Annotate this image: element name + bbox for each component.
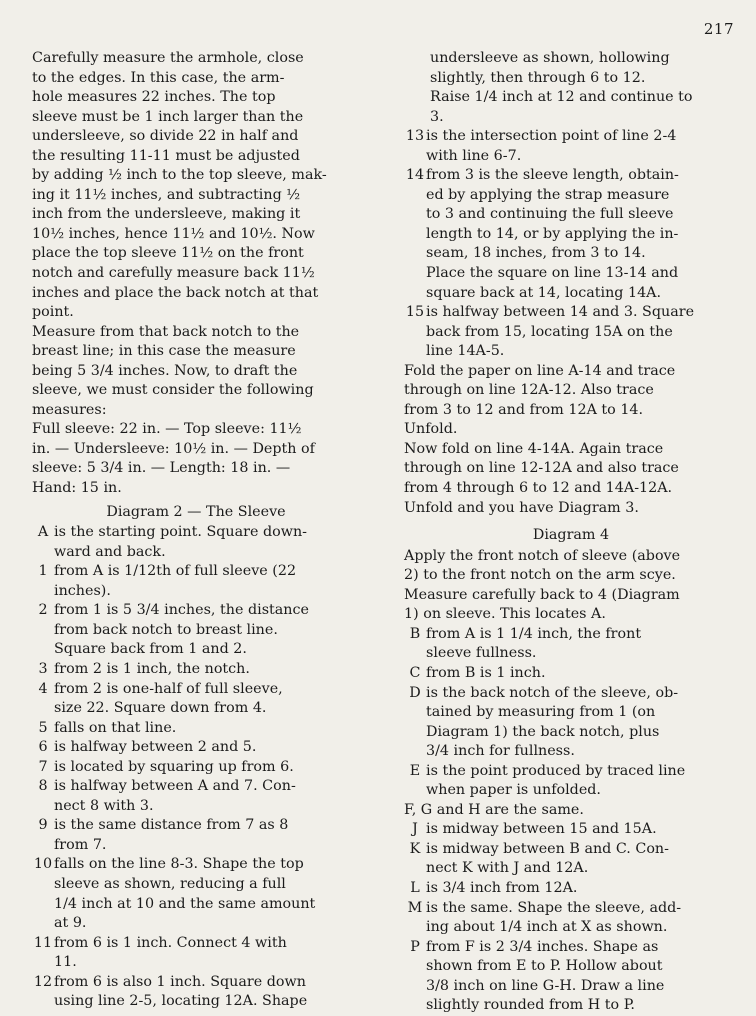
step-item bbox=[404, 303, 738, 362]
text-line: slightly rounded from H to P. bbox=[426, 997, 635, 1014]
text-line: inch from the undersleeve, making it bbox=[32, 206, 301, 223]
text-line: hole measures 22 inches. The top bbox=[32, 89, 276, 106]
step-item bbox=[404, 762, 738, 801]
text-line: Square back from 1 and 2. bbox=[54, 641, 247, 658]
text-line: from 2 is one-half of full sleeve, bbox=[54, 680, 283, 697]
step-key: 9 bbox=[38, 817, 48, 834]
step-text bbox=[54, 738, 360, 758]
text-line: from 1 is 5 3/4 inches, the distance bbox=[54, 602, 309, 619]
text-line: 3/8 inch on line G-H. Draw a line bbox=[426, 977, 665, 994]
step-text bbox=[426, 625, 738, 664]
step-key: D bbox=[409, 684, 421, 701]
step-key: B bbox=[409, 625, 421, 642]
diagram4-intro bbox=[404, 547, 738, 625]
text-line: ed by applying the strap measure bbox=[426, 186, 670, 203]
step-key: C bbox=[409, 664, 421, 681]
step-item bbox=[404, 820, 738, 840]
text-line: is 3/4 inch from 12A. bbox=[426, 879, 578, 896]
step-item bbox=[404, 938, 738, 1016]
text-line: falls on that line. bbox=[54, 719, 177, 736]
text-line: by adding ½ inch to the top sleeve, mak- bbox=[32, 167, 327, 184]
step-text bbox=[54, 934, 360, 973]
intro-paragraph bbox=[32, 49, 360, 323]
step-text bbox=[426, 127, 738, 166]
step-key: 14 bbox=[405, 167, 425, 184]
step-item bbox=[404, 664, 738, 684]
step-key: E bbox=[409, 762, 421, 779]
text-line: Unfold. bbox=[404, 421, 458, 438]
step-text bbox=[54, 680, 360, 719]
text-line: Fold the paper on line A-14 and trace bbox=[404, 362, 676, 379]
step-text bbox=[426, 166, 738, 303]
text-line: to the edges. In this case, the arm- bbox=[32, 69, 285, 86]
text-line: to 3 and continuing the full sleeve bbox=[426, 206, 674, 223]
text-line: 2) to the front notch on the arm scye. bbox=[404, 567, 676, 584]
step-item bbox=[32, 738, 360, 758]
text-line: Measure carefully back to 4 (Diagram bbox=[404, 586, 680, 603]
text-line: from 6 is 1 inch. Connect 4 with bbox=[54, 934, 287, 951]
text-line: Full sleeve: 22 in. — Top sleeve: 11½ bbox=[32, 421, 302, 438]
text-line: is halfway between A and 7. Con- bbox=[54, 778, 296, 795]
step-text bbox=[54, 816, 360, 855]
text-line: sleeve must be 1 inch larger than the bbox=[32, 108, 304, 125]
text-line: 1) on sleeve. This locates A. bbox=[404, 606, 606, 623]
text-line: shown from E to P. Hollow about bbox=[426, 958, 663, 975]
step-item bbox=[404, 899, 738, 938]
diagram2-list bbox=[32, 523, 360, 1012]
step-key: P bbox=[410, 938, 420, 955]
continuation-paragraph bbox=[404, 49, 738, 127]
text-line: back from 15, locating 15A on the bbox=[426, 323, 673, 340]
step-text bbox=[54, 973, 360, 1012]
text-line: point. bbox=[32, 304, 74, 321]
text-line: in. — Undersleeve: 10½ in. — Depth of bbox=[32, 440, 315, 457]
step-item bbox=[32, 758, 360, 778]
step-item bbox=[32, 601, 360, 660]
step-text bbox=[426, 840, 738, 879]
step-key: 15 bbox=[405, 304, 425, 321]
diagram4-list-2 bbox=[404, 820, 738, 1015]
step-item bbox=[404, 840, 738, 879]
diagram4-list bbox=[404, 625, 738, 801]
step-key: 2 bbox=[38, 602, 48, 619]
text-line: is the intersection point of line 2-4 bbox=[426, 128, 677, 145]
diagram4-heading: Diagram 4 bbox=[532, 527, 610, 544]
text-line: from A is 1 1/4 inch, the front bbox=[426, 625, 642, 642]
step-text bbox=[426, 664, 738, 684]
step-text bbox=[54, 758, 360, 778]
step-key: 6 bbox=[38, 739, 48, 756]
text-line: 3. bbox=[430, 108, 444, 125]
text-line: is halfway between 14 and 3. Square bbox=[426, 304, 695, 321]
step-key: 3 bbox=[38, 660, 48, 677]
step-key: M bbox=[407, 899, 423, 916]
text-line: seam, 18 inches, from 3 to 14. bbox=[426, 245, 646, 262]
text-line: undersleeve as shown, hollowing bbox=[430, 50, 670, 66]
step-item bbox=[32, 934, 360, 973]
step-item bbox=[404, 166, 738, 303]
text-line: Diagram 1) the back notch, plus bbox=[426, 723, 660, 740]
step-text bbox=[54, 855, 360, 933]
text-line: Apply the front notch of sleeve (above bbox=[404, 547, 681, 564]
text-line: being 5 3/4 inches. Now, to draft the bbox=[32, 362, 298, 379]
step-text bbox=[54, 660, 360, 680]
step-key: 1 bbox=[38, 563, 48, 580]
text-line: from 7. bbox=[54, 836, 107, 853]
text-line: is midway between B and C. Con- bbox=[426, 840, 669, 857]
text-line: Place the square on line 13-14 and bbox=[426, 265, 679, 282]
step-text bbox=[426, 303, 738, 362]
steps-13-15-list bbox=[404, 127, 738, 362]
text-line: sleeve, we must consider the following bbox=[32, 382, 314, 399]
text-line: sleeve: 5 3/4 in. — Length: 18 in. — bbox=[32, 460, 291, 477]
step-item bbox=[404, 684, 738, 762]
text-line: is the starting point. Square down- bbox=[54, 524, 308, 541]
right-column bbox=[404, 49, 738, 1016]
text-line: tained by measuring from 1 (on bbox=[426, 704, 656, 721]
step-item bbox=[32, 719, 360, 739]
step-text bbox=[54, 562, 360, 601]
step-key: K bbox=[409, 840, 421, 857]
text-line: falls on the line 8-3. Shape the top bbox=[54, 856, 304, 873]
step-text bbox=[426, 938, 738, 1016]
text-line: 1/4 inch at 10 and the same amount bbox=[54, 895, 316, 912]
left-column bbox=[32, 49, 360, 1012]
diagram2-heading: Diagram 2 — The Sleeve bbox=[106, 503, 286, 520]
text-line: square back at 14, locating 14A. bbox=[426, 284, 662, 301]
step-text bbox=[54, 719, 360, 739]
text-line: nect 8 with 3. bbox=[54, 797, 154, 814]
text-line: with line 6-7. bbox=[426, 147, 522, 164]
text-line: inches). bbox=[54, 582, 111, 599]
text-line: inches and place the back notch at that bbox=[32, 284, 319, 301]
text-line: is the same distance from 7 as 8 bbox=[54, 817, 289, 834]
text-line: is halfway between 2 and 5. bbox=[54, 739, 257, 756]
text-line: breast line; in this case the measure bbox=[32, 343, 296, 360]
step-key: 4 bbox=[38, 680, 48, 697]
step-key: 5 bbox=[38, 719, 48, 736]
step-key: 8 bbox=[38, 778, 48, 795]
text-line: through on line 12A-12. Also trace bbox=[404, 382, 654, 399]
step-item bbox=[32, 562, 360, 601]
text-line: Carefully measure the armhole, close bbox=[32, 50, 304, 66]
step-key: A bbox=[37, 524, 49, 541]
text-line: from 6 is also 1 inch. Square down bbox=[54, 973, 306, 990]
text-line: sleeve fullness. bbox=[426, 645, 537, 662]
text-line: through on line 12-12A and also trace bbox=[404, 460, 679, 477]
text-line: 3/4 inch for fullness. bbox=[426, 743, 575, 760]
text-line: is the point produced by traced line bbox=[426, 762, 686, 779]
step-item bbox=[32, 680, 360, 719]
text-line: Now fold on line 4-14A. Again trace bbox=[404, 440, 664, 457]
text-line: from B is 1 inch. bbox=[426, 664, 546, 681]
text-line: is midway between 15 and 15A. bbox=[426, 821, 657, 838]
text-line: using line 2-5, locating 12A. Shape bbox=[54, 993, 308, 1010]
step-text bbox=[426, 820, 738, 840]
measures-paragraph bbox=[32, 323, 360, 499]
step-item bbox=[32, 777, 360, 816]
step-item bbox=[404, 879, 738, 899]
text-line: from 3 is the sleeve length, obtain- bbox=[426, 167, 679, 184]
text-line: measures: bbox=[32, 401, 107, 418]
step-text bbox=[54, 601, 360, 660]
text-line: line 14A-5. bbox=[426, 343, 505, 360]
text-line: when paper is unfolded. bbox=[426, 782, 601, 799]
step-item bbox=[404, 625, 738, 664]
step-key: 12 bbox=[33, 973, 53, 990]
text-line: Measure from that back notch to the bbox=[32, 323, 300, 340]
fold-paragraph-1 bbox=[404, 362, 738, 440]
text-line: from F is 2 3/4 inches. Shape as bbox=[426, 938, 659, 955]
text-line: ing it 11½ inches, and subtracting ½ bbox=[32, 186, 301, 203]
step-item bbox=[32, 816, 360, 855]
text-line: from 4 through 6 to 12 and 14A-12A. bbox=[404, 480, 673, 497]
step-key: J bbox=[412, 821, 418, 838]
text-line: undersleeve, so divide 22 in half and bbox=[32, 128, 299, 145]
text-line: is the back notch of the sleeve, ob- bbox=[426, 684, 679, 701]
text-line: sleeve as shown, reducing a full bbox=[54, 875, 286, 892]
step-key: 13 bbox=[405, 128, 425, 145]
text-line: Hand: 15 in. bbox=[32, 480, 122, 497]
text-line: is located by squaring up from 6. bbox=[54, 758, 294, 775]
step-item bbox=[32, 973, 360, 1012]
text-line: 10½ inches, hence 11½ and 10½. Now bbox=[32, 225, 315, 242]
text-line: length to 14, or by applying the in- bbox=[426, 225, 679, 242]
text-line: from 3 to 12 and from 12A to 14. bbox=[404, 401, 644, 418]
text-line: notch and carefully measure back 11½ bbox=[32, 265, 315, 282]
step-item bbox=[32, 855, 360, 933]
step-item bbox=[32, 660, 360, 680]
step-text bbox=[426, 899, 738, 938]
text-line: place the top sleeve 11½ on the front bbox=[32, 245, 304, 262]
step-key: 10 bbox=[33, 856, 53, 873]
page-number: 217 bbox=[703, 20, 734, 38]
text-line: ward and back. bbox=[54, 543, 166, 560]
step-text bbox=[426, 684, 738, 762]
step-text bbox=[54, 777, 360, 816]
step-item bbox=[32, 523, 360, 562]
text-line: 11. bbox=[54, 954, 77, 971]
text-line: the resulting 11-11 must be adjusted bbox=[32, 147, 300, 164]
fgh-line: F, G and H are the same. bbox=[404, 801, 584, 818]
text-line: from back notch to breast line. bbox=[54, 621, 278, 638]
step-key: 7 bbox=[38, 758, 48, 775]
text-line: Raise 1/4 inch at 12 and continue to bbox=[430, 89, 693, 106]
text-line: is the same. Shape the sleeve, add- bbox=[426, 899, 682, 916]
step-key: L bbox=[410, 879, 420, 896]
text-line: nect K with J and 12A. bbox=[426, 860, 589, 877]
text-line: size 22. Square down from 4. bbox=[54, 700, 267, 717]
step-text bbox=[426, 879, 738, 899]
step-key: 11 bbox=[33, 934, 53, 951]
fold-paragraph-2 bbox=[404, 440, 738, 518]
text-line: slightly, then through 6 to 12. bbox=[430, 69, 646, 86]
text-line: ing about 1/4 inch at X as shown. bbox=[426, 919, 668, 936]
step-text bbox=[426, 762, 738, 801]
text-line: at 9. bbox=[54, 915, 87, 932]
step-text bbox=[54, 523, 360, 562]
text-line: from A is 1/12th of full sleeve (22 bbox=[54, 563, 297, 580]
text-line: from 2 is 1 inch, the notch. bbox=[54, 660, 250, 677]
step-item bbox=[404, 127, 738, 166]
text-line: Unfold and you have Diagram 3. bbox=[404, 499, 639, 516]
